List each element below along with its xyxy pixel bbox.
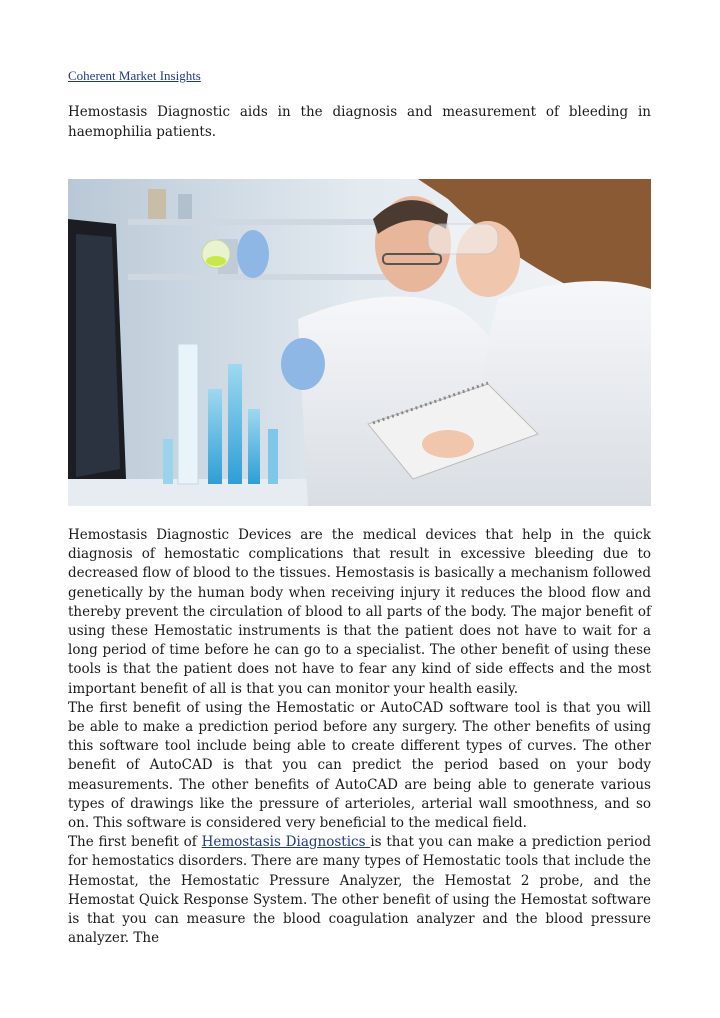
paragraph-3-start: The first benefit of xyxy=(68,834,202,851)
site-link[interactable]: Coherent Market Insights xyxy=(68,68,201,83)
article-headline: Hemostasis Diagnostic aids in the diagnosis and measurement of bleeding in haemophilia patients. xyxy=(68,104,651,140)
hemostasis-diagnostics-link[interactable]: Hemostasis Diagnostics xyxy=(201,834,371,851)
lab-photo-icon xyxy=(68,179,651,506)
paragraph-2: The first benefit of using the Hemostatic or AutoCAD software tool is that you will be able to make a prediction period before any surgery. The other benefits of using this software tool include being able to create different types of curves. The other benefit of AutoCAD is that you can predict the period based on your body measurements. The other benefits of AutoCAD are being able to generate various types of drawings like the pressure of arterioles, arterial wall smoothness, and so on. This software is considered very beneficial to the medical field. xyxy=(68,699,651,832)
hero-image xyxy=(68,179,651,506)
paragraph-3 xyxy=(68,833,651,948)
paragraph-1: Hemostasis Diagnostic Devices are the medical devices that help in the quick diagnosis of hemostatic complications that result in excessive bleeding due to decreased flow of blood to the tissues. Hemostasis is basically a mechanism followed genetically by the human body when receiving injury it reduces the blood flow and thereby prevent the circulation of blood to all parts of the body. The major benefit of using these Hemostatic instruments is that the patient does not have to wait for a long period of time before he can go to a specialist. The other benefit of using these tools is that the patient does not have to fear any kind of side effects and the most important benefit of all is that you can monitor your health easily. xyxy=(68,527,651,697)
article-body xyxy=(68,526,651,948)
paragraph-3-rest: is that you can make a prediction period for hemostatics disorders. There are many types of Hemostatic tools that include the Hemostat, the Hemostatic Pressure Analyzer, the Hemostat 2 probe, and the Hemostat Quick Response System. The other benefit of using the Hemostat software is that you can measure the blood coagulation analyzer and the blood pressure analyzer. The xyxy=(68,834,651,947)
